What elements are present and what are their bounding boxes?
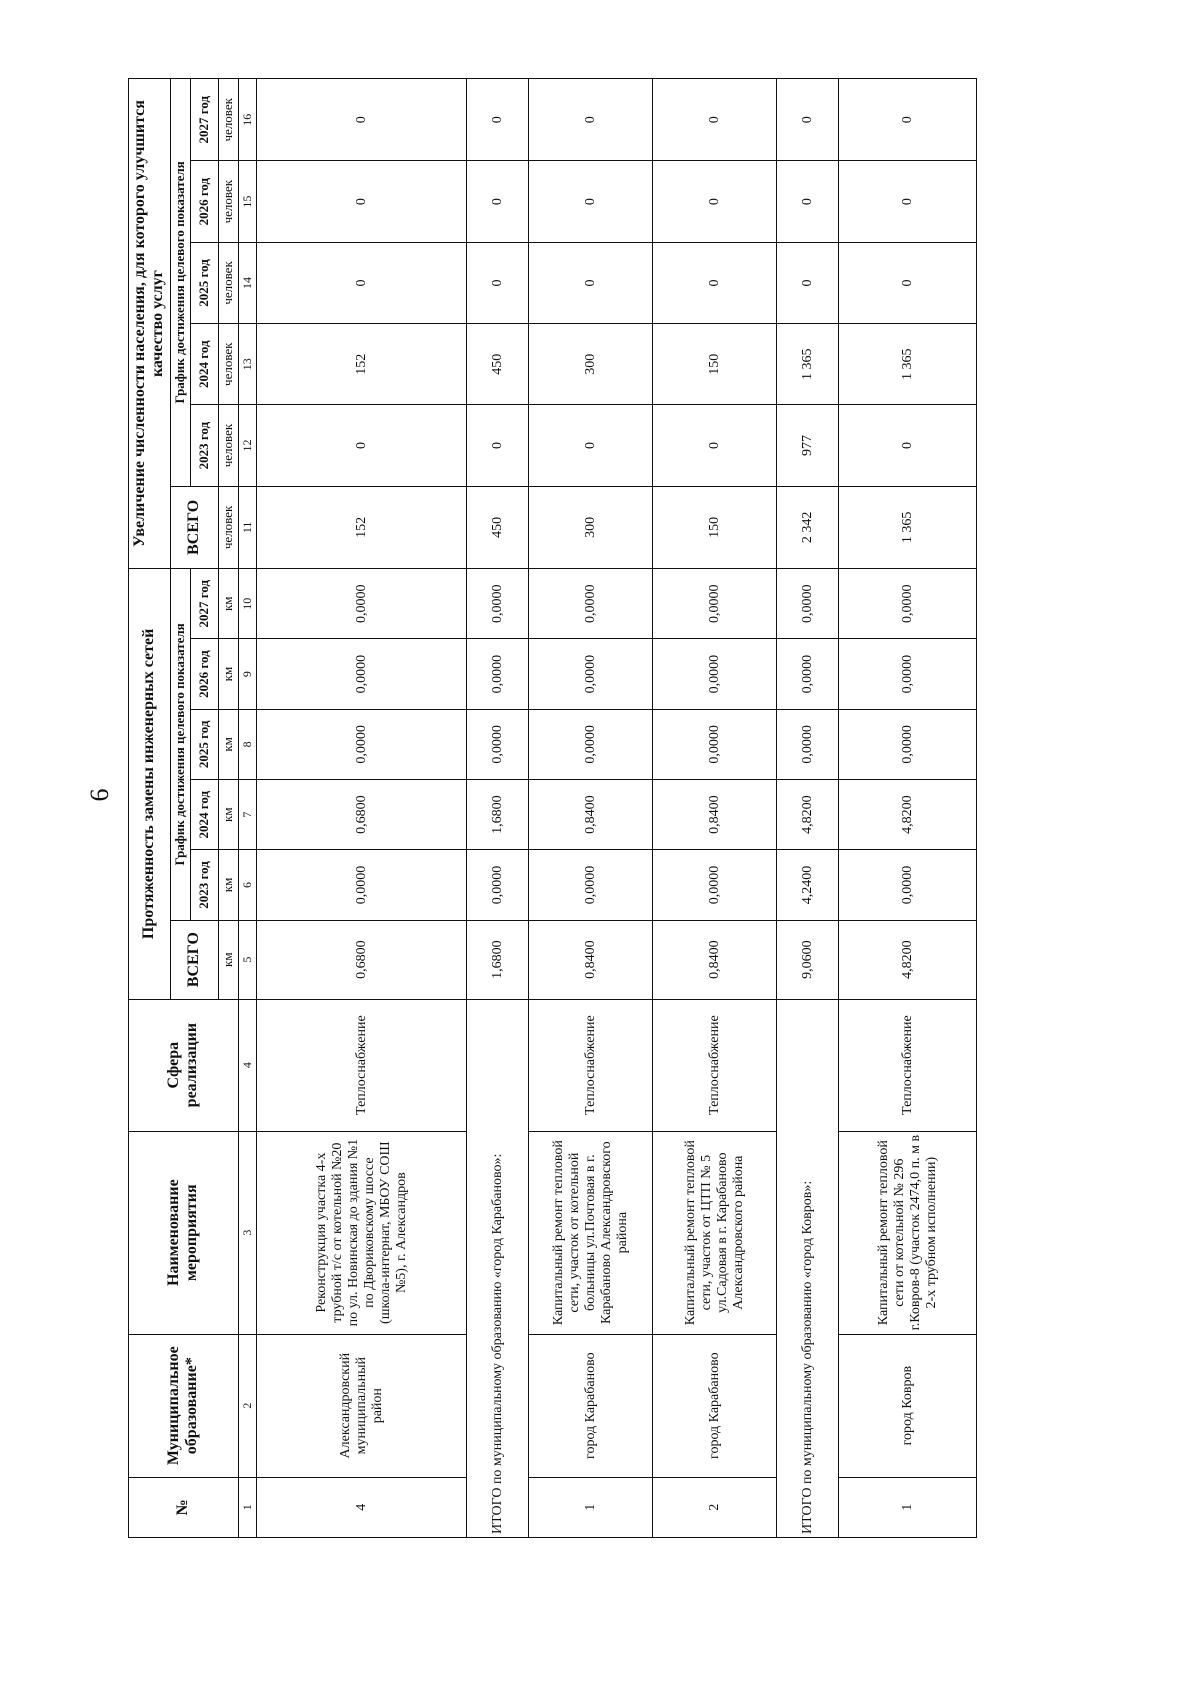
length-km-cell: 0,0000 <box>653 709 777 779</box>
sphere-cell: Теплоснабжение <box>529 999 653 1131</box>
population-cell: 0 <box>467 79 529 162</box>
population-cell: 0 <box>257 79 467 162</box>
column-number: 11 <box>238 486 257 568</box>
unit-km: км <box>218 850 238 920</box>
length-km-cell: 0,0000 <box>467 569 529 639</box>
length-km-cell: 0,0000 <box>653 850 777 920</box>
column-number-row <box>238 79 257 1538</box>
length-km-cell: 0,0000 <box>529 850 653 920</box>
municipality-cell: город Ковров <box>839 1334 977 1477</box>
length-km-cell: 0,0000 <box>467 639 529 709</box>
population-cell: 0 <box>653 79 777 162</box>
event-cell: Капитальный ремонт тепловой сети, участок от котельной больницы ул.Почтовая в г. Карабаново Александровского района <box>529 1131 653 1334</box>
length-km-cell: 0,8400 <box>653 780 777 850</box>
length-km-cell: 0,6800 <box>257 780 467 850</box>
header-length-schedule: График достижения целевого показателя <box>170 569 190 921</box>
population-cell: 450 <box>467 486 529 568</box>
total-label: ИТОГО по муниципальному образованию «город Ковров»: <box>777 999 839 1537</box>
length-km-cell: 0,0000 <box>777 569 839 639</box>
sphere-cell: Теплоснабжение <box>653 999 777 1131</box>
population-cell: 150 <box>653 486 777 568</box>
header-people-year-2023: 2023 год <box>190 405 218 486</box>
header-km-year-2023: 2023 год <box>190 850 218 920</box>
population-cell: 0 <box>529 405 653 486</box>
header-people-year-2026: 2026 год <box>190 161 218 242</box>
municipality-cell: город Карабаново <box>653 1334 777 1477</box>
column-number: 8 <box>238 709 257 779</box>
length-km-cell: 0,0000 <box>257 639 467 709</box>
header-no: № <box>129 1477 239 1537</box>
column-number: 13 <box>238 324 257 405</box>
population-cell: 152 <box>257 324 467 405</box>
header-event: Наименование мероприятия <box>129 1131 239 1334</box>
header-km-year-2024: 2024 год <box>190 780 218 850</box>
population-cell: 450 <box>467 324 529 405</box>
length-km-cell: 0,8400 <box>529 920 653 999</box>
event-cell: Капитальный ремонт тепловой сети от котельной № 296 г.Ковров-8 (участок 2474,0 п. м в 2-х трубном исполнении) <box>839 1131 977 1334</box>
population-cell: 0 <box>529 79 653 162</box>
header-sphere: Сфера реализации <box>129 999 239 1131</box>
column-number: 12 <box>238 405 257 486</box>
header-length-group: Протяженность замены инженерных сетей <box>129 569 171 1000</box>
column-number: 16 <box>238 79 257 162</box>
population-cell: 2 342 <box>777 486 839 568</box>
unit-people: человек <box>218 405 238 486</box>
population-cell: 0 <box>529 242 653 323</box>
population-cell: 0 <box>467 161 529 242</box>
column-number: 9 <box>238 639 257 709</box>
population-cell: 1 365 <box>839 324 977 405</box>
table-row <box>257 79 467 1538</box>
length-km-cell: 4,8200 <box>839 920 977 999</box>
population-cell: 0 <box>529 161 653 242</box>
length-km-cell: 0,0000 <box>529 709 653 779</box>
length-km-cell: 0,0000 <box>467 709 529 779</box>
length-km-cell: 4,8200 <box>839 780 977 850</box>
population-cell: 152 <box>257 486 467 568</box>
header-population-schedule: График достижения целевого показателя <box>170 79 190 487</box>
population-cell: 0 <box>839 242 977 323</box>
unit-people: человек <box>218 79 238 162</box>
column-number: 7 <box>238 780 257 850</box>
length-km-cell: 0,0000 <box>777 639 839 709</box>
population-cell: 1 365 <box>839 486 977 568</box>
population-cell: 0 <box>839 79 977 162</box>
length-km-cell: 0,0000 <box>257 850 467 920</box>
length-km-cell: 0,0000 <box>257 569 467 639</box>
population-cell: 1 365 <box>777 324 839 405</box>
page-number: 6 <box>85 788 114 802</box>
length-km-cell: 1,6800 <box>467 780 529 850</box>
header-km-year-2027: 2027 год <box>190 569 218 639</box>
unit-km: км <box>218 780 238 850</box>
column-number: 14 <box>238 242 257 323</box>
unit-km: км <box>218 709 238 779</box>
population-cell: 0 <box>777 242 839 323</box>
length-km-cell: 0,0000 <box>839 639 977 709</box>
municipality-cell: Александровский муниципальный район <box>257 1334 467 1477</box>
population-cell: 0 <box>653 242 777 323</box>
length-km-cell: 0,0000 <box>777 709 839 779</box>
header-municipality: Муниципальное образование* <box>129 1334 239 1477</box>
length-km-cell: 0,0000 <box>653 569 777 639</box>
length-km-cell: 0,0000 <box>529 639 653 709</box>
unit-people: человек <box>218 161 238 242</box>
length-km-cell: 0,0000 <box>839 569 977 639</box>
length-km-cell: 0,0000 <box>529 569 653 639</box>
unit-km: км <box>218 639 238 709</box>
length-km-cell: 0,0000 <box>467 850 529 920</box>
event-cell: Капитальный ремонт тепловой сети, участок от ЦТП № 5 ул.Садовая в г. Карабаново Александровского района <box>653 1131 777 1334</box>
column-number: 1 <box>238 1477 257 1537</box>
population-cell: 0 <box>839 405 977 486</box>
length-km-cell: 0,0000 <box>653 639 777 709</box>
header-km-year-2025: 2025 год <box>190 709 218 779</box>
column-number: 6 <box>238 850 257 920</box>
population-cell: 977 <box>777 405 839 486</box>
column-number: 3 <box>238 1131 257 1334</box>
total-label: ИТОГО по муниципальному образованию «город Карабаново»: <box>467 999 529 1537</box>
column-number: 2 <box>238 1334 257 1477</box>
unit-people: человек <box>218 242 238 323</box>
population-cell: 300 <box>529 324 653 405</box>
length-km-cell: 4,2400 <box>777 850 839 920</box>
population-cell: 0 <box>257 242 467 323</box>
length-km-cell: 0,0000 <box>839 709 977 779</box>
table-row <box>529 79 653 1538</box>
population-cell: 0 <box>777 79 839 162</box>
length-km-cell: 0,8400 <box>529 780 653 850</box>
header-population-group: Увеличение численности населения, для которого улучшится качество услуг <box>129 79 171 569</box>
unit-people: человек <box>218 486 238 568</box>
table-row <box>839 79 977 1538</box>
rotated-table-container <box>128 78 1058 1538</box>
row-number: 1 <box>839 1477 977 1537</box>
header-people-year-2025: 2025 год <box>190 242 218 323</box>
population-cell: 0 <box>467 405 529 486</box>
row-number: 2 <box>653 1477 777 1537</box>
column-number: 15 <box>238 161 257 242</box>
population-cell: 150 <box>653 324 777 405</box>
header-people-year-2024: 2024 год <box>190 324 218 405</box>
length-km-cell: 9,0600 <box>777 920 839 999</box>
header-people-year-2027: 2027 год <box>190 79 218 162</box>
column-number: 10 <box>238 569 257 639</box>
length-km-cell: 1,6800 <box>467 920 529 999</box>
header-population-total: ВСЕГО <box>170 486 218 568</box>
unit-people: человек <box>218 324 238 405</box>
length-km-cell: 0,0000 <box>839 850 977 920</box>
header-length-total: ВСЕГО <box>170 920 218 999</box>
population-cell: 0 <box>467 242 529 323</box>
length-km-cell: 0,8400 <box>653 920 777 999</box>
length-km-cell: 4,8200 <box>777 780 839 850</box>
row-number: 4 <box>257 1477 467 1537</box>
table-row <box>653 79 777 1538</box>
sphere-cell: Теплоснабжение <box>257 999 467 1131</box>
total-row <box>777 79 839 1538</box>
population-cell: 0 <box>839 161 977 242</box>
sphere-cell: Теплоснабжение <box>839 999 977 1131</box>
table-body <box>257 79 977 1538</box>
event-cell: Реконструкция участка 4-х трубной т/с от котельной №20 по ул. Новинская до здания №1 по Двориковскому шоссе (школа-интернат, МБОУ СОШ №5), г. Александров <box>257 1131 467 1334</box>
column-number: 4 <box>238 999 257 1131</box>
column-number: 5 <box>238 920 257 999</box>
row-number: 1 <box>529 1477 653 1537</box>
population-cell: 0 <box>777 161 839 242</box>
total-row <box>467 79 529 1538</box>
length-km-cell: 0,6800 <box>257 920 467 999</box>
population-cell: 0 <box>257 161 467 242</box>
engineering-networks-table <box>128 78 977 1538</box>
population-cell: 300 <box>529 486 653 568</box>
municipality-cell: город Карабаново <box>529 1334 653 1477</box>
length-km-cell: 0,0000 <box>257 709 467 779</box>
unit-km: км <box>218 920 238 999</box>
population-cell: 0 <box>653 405 777 486</box>
population-cell: 0 <box>653 161 777 242</box>
header-km-year-2026: 2026 год <box>190 639 218 709</box>
unit-km: км <box>218 569 238 639</box>
population-cell: 0 <box>257 405 467 486</box>
